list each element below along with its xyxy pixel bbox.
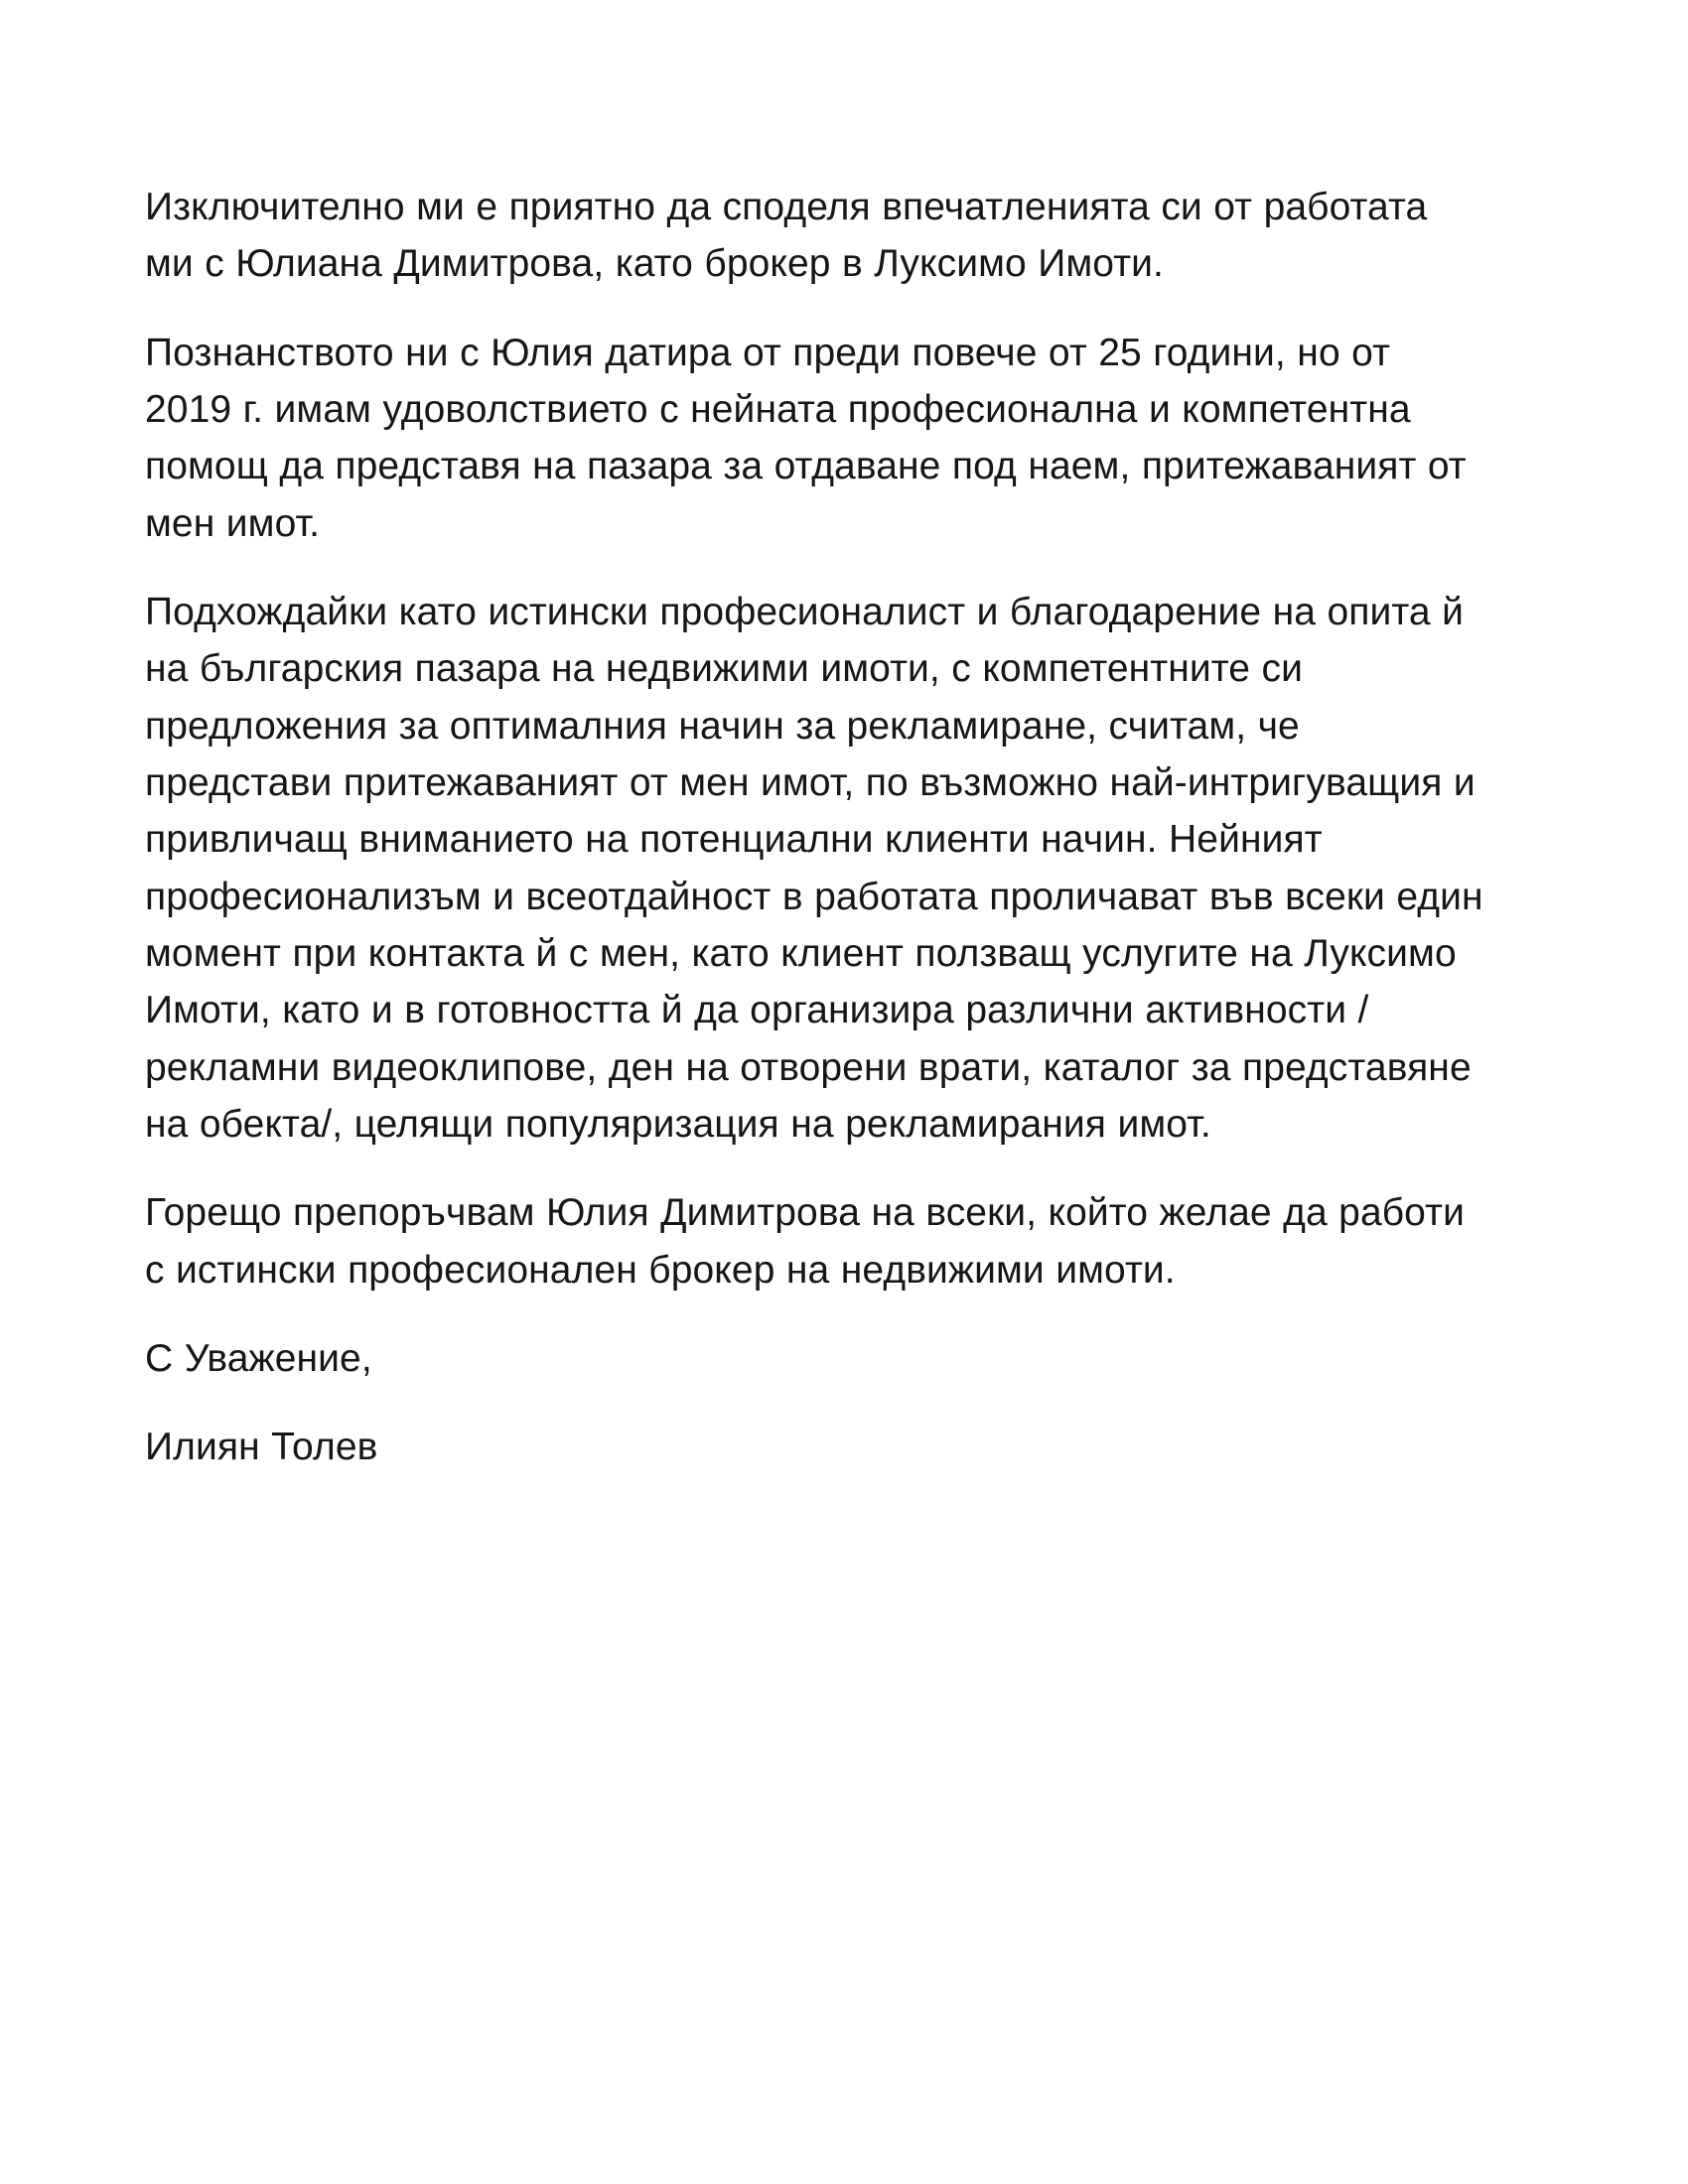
paragraph-acquaintance: Познанството ни с Юлия датира от преди повече от 25 години, но от 2019 г. имам удоволствието с нейната професионална и компетентна помощ да представя на пазара за отдаване под наем, притежаваният от мен имот. [145,331,1467,545]
paragraph-recommendation: Горещо препоръчвам Юлия Димитрова на всеки, който желае да работи с истински професионален брокер на недвижими имоти. [145,1191,1465,1292]
paragraph-professionalism: Подхождайки като истински професионалист и благодарение на опита й на българския пазара на недвижими имоти, с компетентните си предложения за оптималния начин за рекламиране, считам, че представи притежаваният от мен имот, по възможно най-интригуващия и привличащ вниманието на потенциални клиенти начин. Нейният професионализъм и всеотдайност в работата проличават във всеки един момент при контакта й с мен, като клиент ползващ услугите на Луксимо Имоти, като и в готовността й да организира различни активности /рекламни видеоклипове, ден на отворени врати, каталог за представяне на обекта/, целящи популяризация на рекламирания имот. [145,590,1483,1146]
paragraph-intro: Изключително ми е приятно да споделя впечатленията си от работата ми с Юлиана Димитрова, като брокер в Луксимо Имоти. [145,186,1428,286]
closing-salutation: С Уважение, [145,1336,372,1380]
signature-name: Илиян Толев [145,1426,378,1469]
